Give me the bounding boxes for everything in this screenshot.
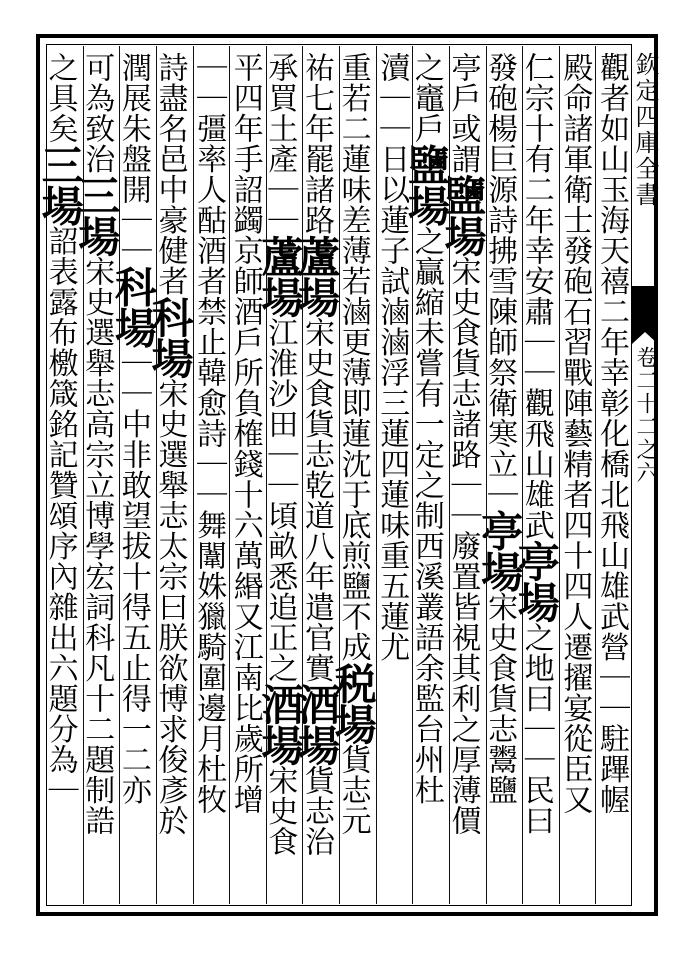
text-run: 宋史食: [262, 765, 298, 857]
column-rule: [266, 46, 267, 904]
text-column: [191, 52, 229, 902]
text-column: [255, 52, 305, 902]
text-run: 觀者如山玉海天禧二年幸彰化橋北飛山雄武營｜｜駐蹕幄: [594, 52, 629, 815]
text-run: 瀆｜｜日以蓮子試滷滷浮三蓮四蓮味重五蓮尤: [374, 52, 410, 662]
text-run: 殿命諸軍衛士發砲石習戰陣藝精者四十四人遷擢宴從臣又: [557, 52, 593, 815]
text-run: 宋史選舉志高宗立博學宏詞科凡十二題制誥: [79, 256, 115, 836]
text-column: [596, 52, 631, 902]
column-rule: [229, 46, 230, 904]
heading-term: 三場: [72, 174, 122, 256]
text-run: 可為致治: [79, 52, 115, 174]
column-rule: [595, 46, 596, 904]
column-rule: [193, 46, 194, 904]
text-column: [511, 52, 561, 902]
text-run: 平四年手詔蠲京師酒戶所負榷錢十六萬緡又江南比歲所增: [227, 52, 263, 815]
text-run: 之贏縮未嘗有一定之制西溪叢語余監台州杜: [408, 225, 444, 805]
text-run: ｜｜彊率人酤酒者禁止韓愈詩｜｜舞闈姝獵騎圍邊月杜牧: [191, 52, 227, 815]
heading-term: 亭場: [475, 509, 525, 592]
heading-term: 蘆場: [292, 235, 341, 317]
text-run: 貨志治: [299, 765, 334, 857]
text-run: 祐七年罷諸路: [299, 52, 334, 235]
text-column: [401, 52, 451, 902]
heading-term: 蘆場: [255, 235, 305, 317]
text-column: [227, 52, 265, 902]
text-column: [557, 52, 595, 902]
heading-term: 三場: [35, 143, 85, 226]
heading-term: 亭場: [511, 540, 561, 622]
fish-tail-notch: [632, 332, 658, 344]
text-column: [374, 52, 412, 902]
text-column: [35, 52, 85, 902]
heading-term: 酒場: [292, 683, 341, 765]
text-run: 仁宗十有二年幸安肅｜｜觀飛山雄武: [518, 52, 554, 540]
heading-term: 酒場: [255, 683, 305, 765]
text-run: 宋史食貨志乾道八年遣官實: [299, 317, 334, 683]
heading-term: 科場: [108, 265, 158, 348]
text-run: 詩盡名邑中豪健者: [152, 52, 188, 296]
heading-term: 鹽場: [438, 174, 488, 256]
heading-term: 科場: [145, 296, 195, 378]
column-rule: [156, 46, 157, 904]
heading-term: 鹽場: [401, 143, 451, 226]
text-run: 之具矣: [42, 52, 78, 144]
text-run: 承買土產｜｜: [262, 52, 298, 235]
column-rule: [412, 46, 413, 904]
text-column: [145, 52, 195, 902]
text-run: 亭戶或謂: [445, 52, 481, 174]
text-run: ｜｜中非敢望拔十得五止得一二亦: [115, 347, 151, 805]
text-column: [438, 52, 488, 902]
text-run: 重若二蓮味差薄若滷更薄即蓮沈于底煎鹽不成: [335, 52, 371, 662]
text-column: [72, 52, 122, 902]
text-run: 詔表露布檄箴銘記贊頌序內雜出六題分為｜: [42, 225, 78, 805]
column-rule: [302, 46, 303, 904]
volume-label: 卷二十二之六: [633, 346, 658, 484]
text-run: 江淮沙田｜｜頃畝悉追正之: [262, 317, 298, 683]
text-run: 之地曰｜｜民曰: [518, 622, 554, 836]
column-rule: [376, 46, 377, 904]
collection-title: 欽定四庫全書: [631, 52, 659, 208]
column-rule: [339, 46, 340, 904]
text-run: 潤展朱盤開｜｜: [115, 52, 151, 266]
text-run: 宋史食貨志鬻鹽: [482, 591, 518, 805]
text-column: [328, 52, 378, 902]
column-rule: [559, 46, 560, 904]
fish-tail-mark: [632, 286, 658, 332]
text-run: 貨志元: [335, 744, 371, 836]
column-rule: [522, 46, 523, 904]
text-column: [475, 52, 525, 902]
heading-term: 税場: [328, 662, 378, 744]
text-run: 發砲楊巨源詩拂雪陳師祭衛寒立｜: [482, 52, 518, 510]
text-column: [292, 52, 341, 902]
text-run: 宋史選舉志太宗曰朕欲博求俊彥於: [152, 378, 188, 836]
text-run: 之竈戶: [408, 52, 444, 144]
text-column: [108, 52, 158, 902]
text-run: 宋史食貨志諸路｜｜廢置皆視其利之厚薄價: [445, 256, 481, 836]
